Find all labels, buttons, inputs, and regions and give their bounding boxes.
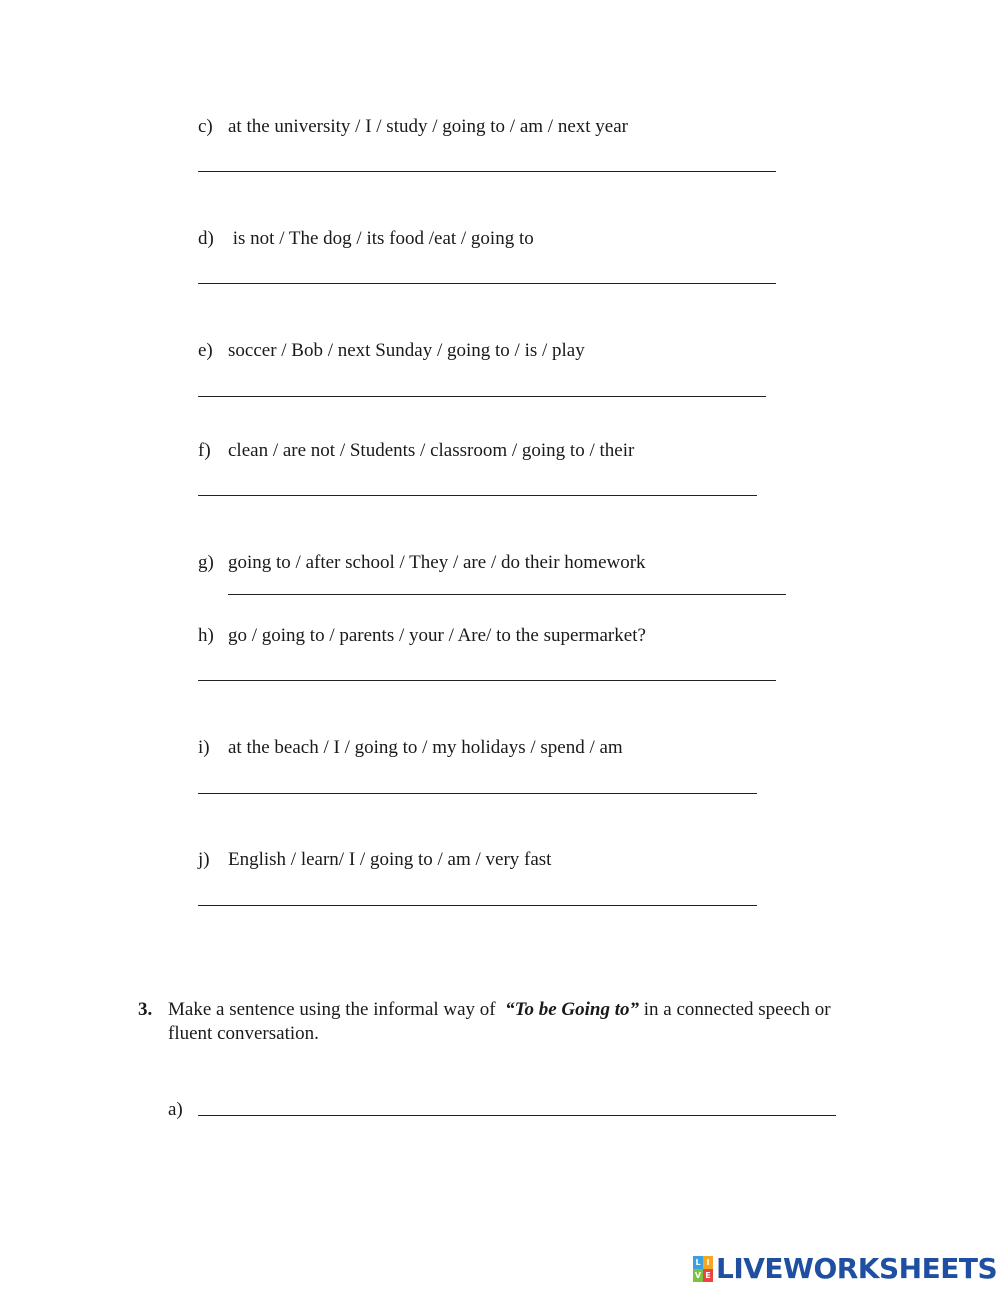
answer-letter-a: a) [168, 1099, 183, 1120]
logo-letter-v: V [694, 1271, 702, 1280]
answer-line-j[interactable] [198, 905, 757, 906]
answer-line-a[interactable] [198, 1115, 836, 1116]
item-prompt-g: going to / after school / They / are / do their homework [228, 552, 646, 573]
item-prompt-h: go / going to / parents / your / Are/ to the supermarket? [228, 625, 646, 646]
question-text-start: Make a sentence using the informal way of [168, 999, 506, 1020]
answer-line-c[interactable] [198, 171, 776, 172]
question-text-end: in a connected speech or fluent conversation. [168, 999, 831, 1044]
item-letter-h: h) [198, 625, 214, 646]
answer-line-i[interactable] [198, 793, 757, 794]
item-prompt-c: at the university / I / study / going to / am / next year [228, 116, 628, 137]
item-letter-g: g) [198, 552, 214, 573]
answer-line-h[interactable] [198, 680, 776, 681]
answer-line-f[interactable] [198, 495, 757, 496]
answer-line-d[interactable] [198, 283, 776, 284]
item-letter-j: j) [198, 849, 210, 870]
logo-letter-i: I [703, 1256, 713, 1269]
answer-line-g[interactable] [228, 594, 786, 595]
logo-letter-e: E [703, 1269, 713, 1282]
item-letter-d: d) [198, 228, 214, 249]
item-prompt-j: English / learn/ I / going to / am / very fast [228, 849, 552, 870]
liveworksheets-logo [693, 1254, 997, 1284]
item-prompt-d: is not / The dog / its food /eat / going to [228, 228, 534, 249]
item-letter-c: c) [198, 116, 213, 137]
item-prompt-f: clean / are not / Students / classroom / going to / their [228, 440, 635, 461]
answer-line-e[interactable] [198, 396, 766, 397]
liveworksheets-wordmark: LIVEWORKSHEETS [716, 1252, 998, 1285]
question-number: 3. [138, 999, 153, 1020]
question-emphasis: “To be Going to” [505, 999, 640, 1020]
item-letter-f: f) [198, 440, 211, 461]
liveworksheets-logo-icon [693, 1256, 713, 1282]
item-prompt-e: soccer / Bob / next Sunday / going to / is / play [228, 340, 585, 361]
item-prompt-i: at the beach / I / going to / my holidays / spend / am [228, 737, 623, 758]
question-text [168, 998, 868, 1046]
logo-letter-l: L [693, 1256, 703, 1269]
item-letter-i: i) [198, 737, 210, 758]
item-letter-e: e) [198, 340, 213, 361]
